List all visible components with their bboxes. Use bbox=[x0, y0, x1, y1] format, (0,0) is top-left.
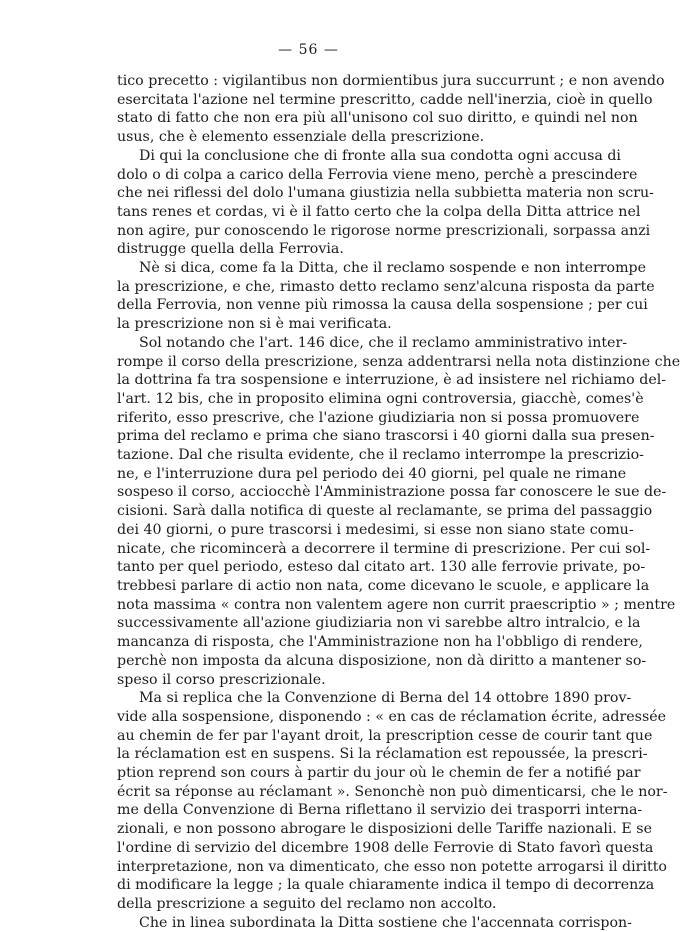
text-line: della Ferrovia, non venne più rimossa la causa della sospensione ; per cui bbox=[117, 297, 648, 314]
text-line: usus, che è elemento essenziale della prescrizione. bbox=[117, 129, 485, 146]
text-line: che nei riflessi del dolo l'umana giustizia nella subbietta materia non scru- bbox=[117, 185, 654, 202]
text-line: non agire, pur conoscendo le rigorose norme prescrizionali, sorpassa anzi bbox=[117, 222, 651, 239]
text-line: perchè non imposta da alcuna disposizione, non dà diritto a mantener so- bbox=[117, 652, 647, 669]
text-line: sospeso il corso, acciocchè l'Amministrazione possa far conoscere le sue de- bbox=[117, 484, 667, 501]
text-line: nicate, che ricomincerà a decorrere il termine di prescrizione. Per cui sol- bbox=[117, 540, 651, 557]
text-line: mancanza di risposta, che l'Amministrazione non ha l'obbligo di rendere, bbox=[117, 634, 643, 651]
text-line: dolo o di colpa a carico della Ferrovia viene meno, perchè a prescindere bbox=[117, 166, 638, 183]
text-line: Sol notando che l'art. 146 dice, che il reclamo amministrativo inter- bbox=[139, 334, 628, 351]
text-line: successivamente all'azione giudiziaria non vi sarebbe altro intralcio, e la bbox=[117, 615, 641, 632]
text-line: prima del reclamo e prima che siano trascorsi i 40 giorni dalla sua presen- bbox=[117, 428, 655, 445]
text-line: Ma si replica che la Convenzione di Berna del 14 ottobre 1890 prov- bbox=[139, 690, 632, 707]
text-line: speso il corso prescrizionale. bbox=[117, 671, 326, 688]
text-line: tazione. Dal che risulta evidente, che il reclamo interrompe la prescrizio- bbox=[117, 447, 644, 464]
text-line: trebbesi parlare di actio non nata, come dicevano le scuole, e applicare la bbox=[117, 577, 650, 594]
text-line: Che in linea subordinata la Ditta sostiene che l'accennata corrispon- bbox=[139, 914, 632, 931]
text-line: di modificare la legge ; la quale chiaramente indica il tempo di decorrenza bbox=[117, 877, 655, 894]
text-line: zionali, e non possono abrogare le disposizioni delle Tariffe nazionali. E se bbox=[117, 821, 652, 838]
text-line: la prescrizione, e che, rimasto detto reclamo senz'alcuna risposta da parte bbox=[117, 278, 655, 295]
text-line: riferito, esso prescrive, che l'azione giudiziaria non si possa promuovere bbox=[117, 409, 640, 426]
text-line: au chemin de fer par l'ayant droit, la prescription cesse de courir tant que bbox=[117, 727, 653, 744]
text-line: rompe il corso della prescrizione, senza addentrarsi nella nota distinzione che bbox=[117, 353, 680, 370]
text-line: l'art. 12 bis, che in proposito elimina ogni controversia, giacchè, comes'è bbox=[117, 390, 644, 407]
text-line: la réclamation est en suspens. Si la réclamation est repoussée, la prescri- bbox=[117, 746, 648, 763]
text-line: tico precetto : vigilantibus non dormientibus jura succurrunt ; e non avendo bbox=[117, 73, 665, 89]
text-line: Di qui la conclusione che di fronte alla sua condotta ogni accusa di bbox=[139, 147, 621, 164]
text-line: ption reprend son cours à partir du jour où le chemin de fer a notifié par bbox=[117, 765, 641, 782]
text-line: cisioni. Sarà dalla notifica di queste al reclamante, se prima del passaggio bbox=[117, 503, 653, 520]
text-line: interpretazione, non va dimenticato, che esso non potette arrogarsi il diritto bbox=[117, 858, 667, 875]
text-line: l'ordine di servizio del dicembre 1908 delle Ferrovie di Stato favorì questa bbox=[117, 839, 654, 856]
text-line: della prescrizione a seguito del reclamo non accolto. bbox=[117, 895, 497, 912]
text-line: écrit sa réponse au réclamant ». Senonchè non può dimenticarsi, che le nor- bbox=[117, 783, 668, 800]
text-line: la prescrizione non si è mai verificata. bbox=[117, 316, 392, 333]
page-number: — 56 — bbox=[278, 42, 339, 58]
text-line: la dottrina fa tra sospensione e interruzione, è ad insistere nel richiamo del- bbox=[117, 372, 667, 389]
text-line: me della Convenzione di Berna riflettano il servizio dei trasporri interna- bbox=[117, 802, 643, 819]
text-line: vide alla sospensione, disponendo : « en cas de réclamation écrite, adressée bbox=[117, 708, 667, 725]
text-line: dei 40 giorni, o pure trascorsi i medesimi, si esse non siano state comu- bbox=[117, 521, 634, 538]
text-line: tanto per quel periodo, esteso dal citato art. 130 alle ferrovie private, po- bbox=[117, 559, 646, 576]
text-line: Nè si dica, come fa la Ditta, che il reclamo sospende e non interrompe bbox=[139, 260, 647, 277]
text-line: stato di fatto che non era più all'unisono col suo diritto, e quindi nel non bbox=[117, 110, 638, 127]
text-line: nota massima « contra non valentem agere non currit praescriptio » ; mentre bbox=[117, 596, 676, 613]
text-line: ne, e l'interruzione dura pel periodo dei 40 giorni, pel quale ne rimane bbox=[117, 465, 627, 482]
text-line: distrugge quella della Ferrovia. bbox=[117, 241, 344, 258]
text-line: tans renes et cordas, vi è il fatto certo che la colpa della Ditta attrice nel bbox=[117, 203, 641, 220]
text-line: esercitata l'azione nel termine prescritto, cadde nell'inerzia, cioè in quello bbox=[117, 91, 653, 108]
body-text bbox=[117, 72, 680, 932]
